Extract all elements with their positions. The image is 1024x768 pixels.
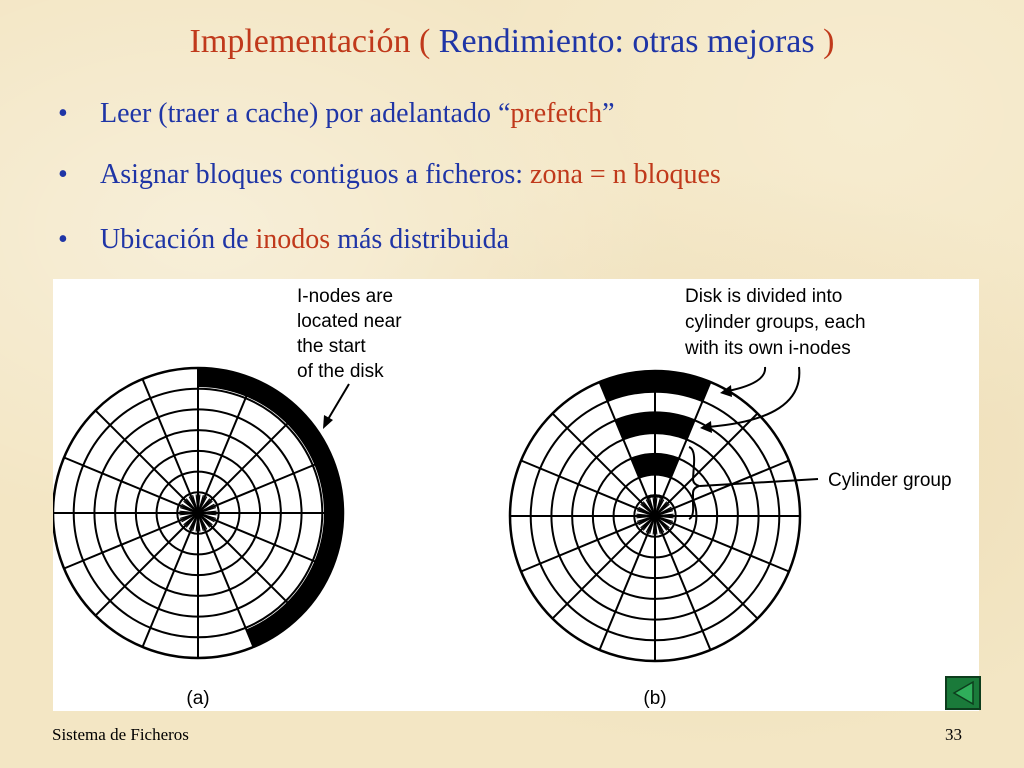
disk-sector-line	[95, 410, 198, 513]
bullet-text: Asignar bloques contiguos a ficheros:	[100, 159, 531, 190]
disk-sector-line	[198, 513, 301, 616]
bullet-text: Ubicación de	[100, 224, 256, 255]
disk-a	[53, 368, 343, 658]
annotation-a-line-1: I-nodes are	[297, 286, 394, 307]
disk-layout-figure	[53, 279, 979, 711]
bullet-suffix: más distribuida	[330, 224, 510, 255]
caption-a: (a)	[186, 688, 210, 709]
page-number: 33	[945, 725, 962, 744]
arrow-a-line	[327, 384, 349, 421]
bullet-item	[58, 157, 721, 193]
bullet-dot: •	[58, 159, 68, 190]
bullet-dot: •	[58, 224, 68, 255]
disk-sector-line	[198, 410, 301, 513]
title-part-3: )	[814, 23, 835, 60]
bullet-dot: •	[58, 98, 68, 129]
cylinder-group-pointer	[700, 479, 818, 486]
annotation-b-line-1: Disk is divided into	[685, 286, 843, 307]
cylinder-group-bracket	[689, 447, 699, 519]
slide-title	[0, 20, 1024, 64]
disk-sector-line	[552, 516, 655, 619]
annotation-a-line-4: of the disk	[297, 361, 384, 382]
bullet-highlight: prefetch	[510, 98, 603, 129]
cylinder-group-label: Cylinder group	[828, 470, 952, 491]
bullet-highlight: zona = n bloques	[530, 159, 721, 190]
back-nav-button[interactable]	[945, 676, 981, 710]
arrow-a-head	[323, 415, 333, 429]
annotation-a-line-3: the start	[297, 336, 366, 357]
title-part-2: Rendimiento: otras mejoras	[438, 23, 815, 60]
bullet-text: Leer (traer a cache) por adelantado “	[100, 98, 511, 129]
annotation-b-line-2: cylinder groups, each	[685, 312, 866, 333]
bullet-item	[58, 222, 509, 258]
arrow-b-1-line	[728, 367, 765, 391]
bullet-suffix: ”	[602, 98, 615, 129]
disk-sector-line	[655, 516, 758, 619]
caption-b: (b)	[643, 688, 667, 709]
bullet-highlight: inodos	[255, 224, 331, 255]
annotation-b-line-3: with its own i-nodes	[685, 338, 851, 359]
annotation-a-line-2: located near	[297, 311, 402, 332]
bullet-item	[58, 96, 615, 132]
footer-title: Sistema de Ficheros	[52, 725, 189, 744]
disk-sector-line	[95, 513, 198, 616]
title-part-1: Implementación (	[189, 23, 439, 60]
disk-diagram-svg	[53, 279, 979, 711]
disk-b	[510, 371, 800, 661]
triangle-left-icon	[947, 678, 979, 708]
